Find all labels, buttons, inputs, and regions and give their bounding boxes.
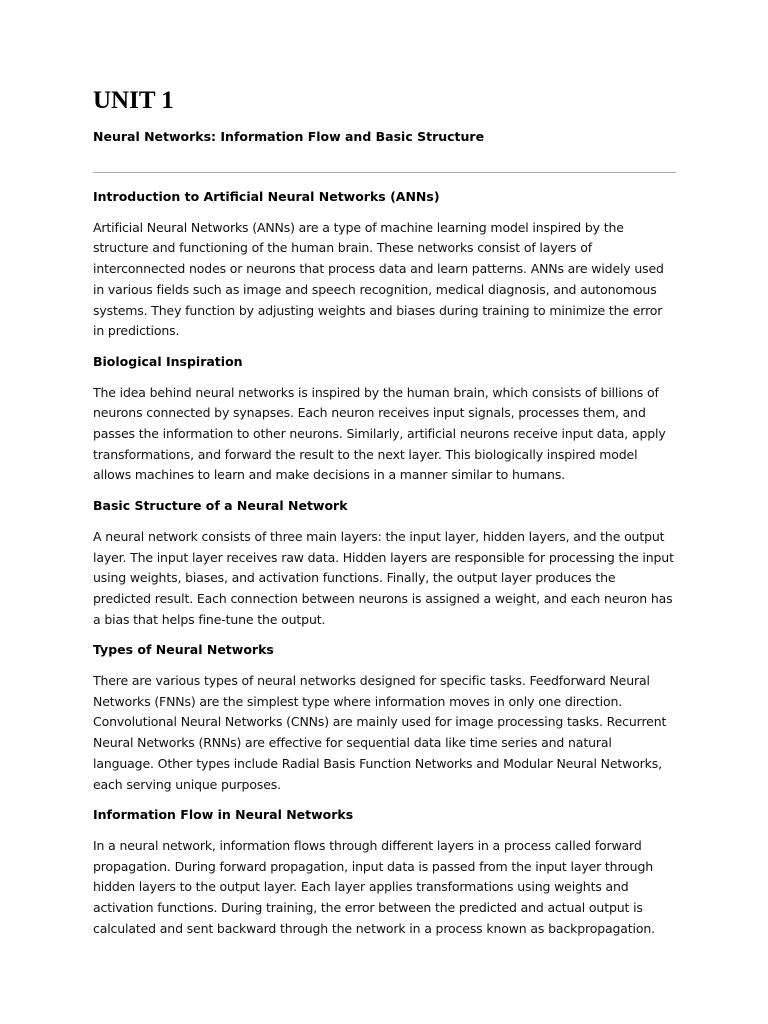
section-body-basic-structure: A neural network consists of three main layers: the input layer, hidden layers, and the output layer. The input layer receives raw data. Hidden layers are responsible for processing the input using weights, biases, and activation functions. Finally, the output layer produces the predicted result. Each connection between neurons is assigned a weight, and each neuron has a bias that helps fine-tune the output. xyxy=(93,528,674,627)
section-heading-basic-structure: Basic Structure of a Neural Network xyxy=(93,498,348,514)
section-heading-information-flow: Information Flow in Neural Networks xyxy=(93,807,354,823)
section-body-types: There are various types of neural networks designed for specific tasks. Feedforward Neural Networks (FNNs) are the simplest type where information moves in only one direction. Convolutional Neural Networks (CNNs) are mainly used for image processing tasks. Recurrent Neural Networks (RNNs) are effective for sequential data like time series and natural language. Other types include Radial Basis Function Networks and Modular Neural Networks, each serving unique purposes. xyxy=(93,673,667,792)
document-page xyxy=(93,84,676,950)
section-body-information-flow: In a neural network, information flows through different layers in a process called forward propagation. During forward propagation, input data is passed from the input layer through hidden layers to the output layer. Each layer applies transformations using weights and activation functions. During training, the error between the predicted and actual output is calculated and sent backward through the network in a process known as backpropagation. xyxy=(93,837,655,936)
page-subtitle: Neural Networks: Information Flow and Basic Structure xyxy=(93,129,485,144)
horizontal-divider xyxy=(93,172,676,173)
document-content xyxy=(93,187,676,940)
page-title: UNIT 1 xyxy=(93,87,174,114)
section-heading-types: Types of Neural Networks xyxy=(93,642,274,658)
section-body-intro: Artificial Neural Networks (ANNs) are a type of machine learning model inspired by the structure and functioning of the human brain. These networks consist of layers of interconnected nodes or neurons that process data and learn patterns. ANNs are widely used in various fields such as image and speech recognition, medical diagnosis, and autonomous systems. They function by adjusting weights and biases during training to minimize the error in predictions. xyxy=(93,219,664,339)
section-body-biological-inspiration: The idea behind neural networks is inspired by the human brain, which consists of billions of neurons connected by synapses. Each neuron receives input signals, processes them, and passes the information to other neurons. Similarly, artificial neurons receive input data, apply transformations, and forward the result to the next layer. This biologically inspired model allows machines to learn and make decisions in a manner similar to humans. xyxy=(93,384,666,483)
section-heading-biological-inspiration: Biological Inspiration xyxy=(93,353,243,369)
section-heading-intro: Introduction to Artificial Neural Networks (ANNs) xyxy=(93,189,440,204)
